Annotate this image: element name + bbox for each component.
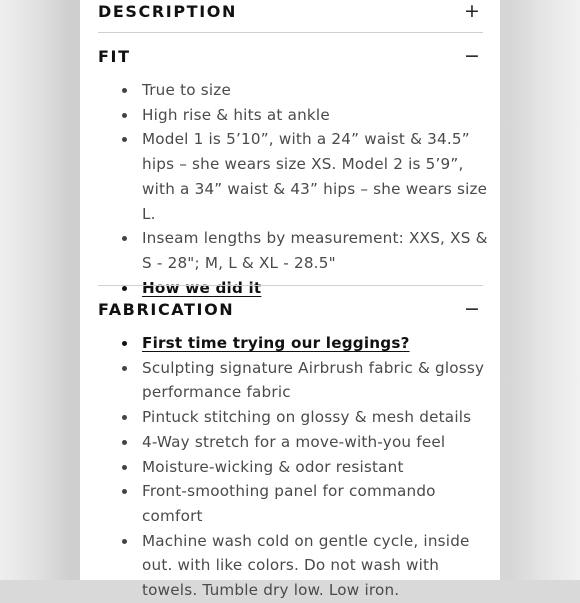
fit-list: [98, 78, 488, 300]
divider-fit: [98, 285, 483, 286]
description-title: DESCRIPTION: [98, 1, 237, 21]
list-item: Pintuck stitching on glossy & mesh details: [98, 405, 488, 430]
product-details-panel: [80, 0, 500, 600]
list-item: Sculpting signature Airbrush fabric & glossy performance fabric: [98, 356, 488, 405]
fabrication-list: [98, 331, 488, 603]
first-time-item: [98, 331, 488, 356]
list-item: High rise & hits at ankle: [98, 103, 488, 128]
list-item: Moisture-wicking & odor resistant: [98, 455, 488, 480]
list-item: Front-smoothing panel for commando comfort: [98, 479, 488, 528]
fabrication-header[interactable]: [98, 296, 483, 322]
list-item: True to size: [98, 78, 488, 103]
how-we-did-it-link[interactable]: How we did it: [142, 278, 262, 297]
list-item: Machine wash cold on gentle cycle, inside out. with like colors. Do not wash with towels. Tumble dry low. Low iron.: [98, 529, 488, 603]
plus-icon[interactable]: +: [464, 0, 480, 22]
minus-icon[interactable]: −: [464, 297, 480, 320]
minus-icon[interactable]: −: [464, 44, 480, 67]
list-item: Model 1 is 5’10”, with a 24” waist & 34.5” hips – she wears size XS. Model 2 is 5’9”, with a 34” waist & 43” hips – she wears size L.: [98, 127, 488, 226]
description-header[interactable]: [98, 0, 483, 24]
list-item: Inseam lengths by measurement: XXS, XS & S - 28"; M, L & XL - 28.5": [98, 226, 488, 275]
list-item: 4-Way stretch for a move-with-you feel: [98, 430, 488, 455]
fit-header[interactable]: [98, 43, 483, 69]
divider-description: [98, 32, 483, 33]
first-time-leggings-link[interactable]: First time trying our leggings?: [142, 334, 410, 352]
fit-title: FIT: [98, 46, 131, 66]
fabrication-title: FABRICATION: [98, 299, 235, 319]
